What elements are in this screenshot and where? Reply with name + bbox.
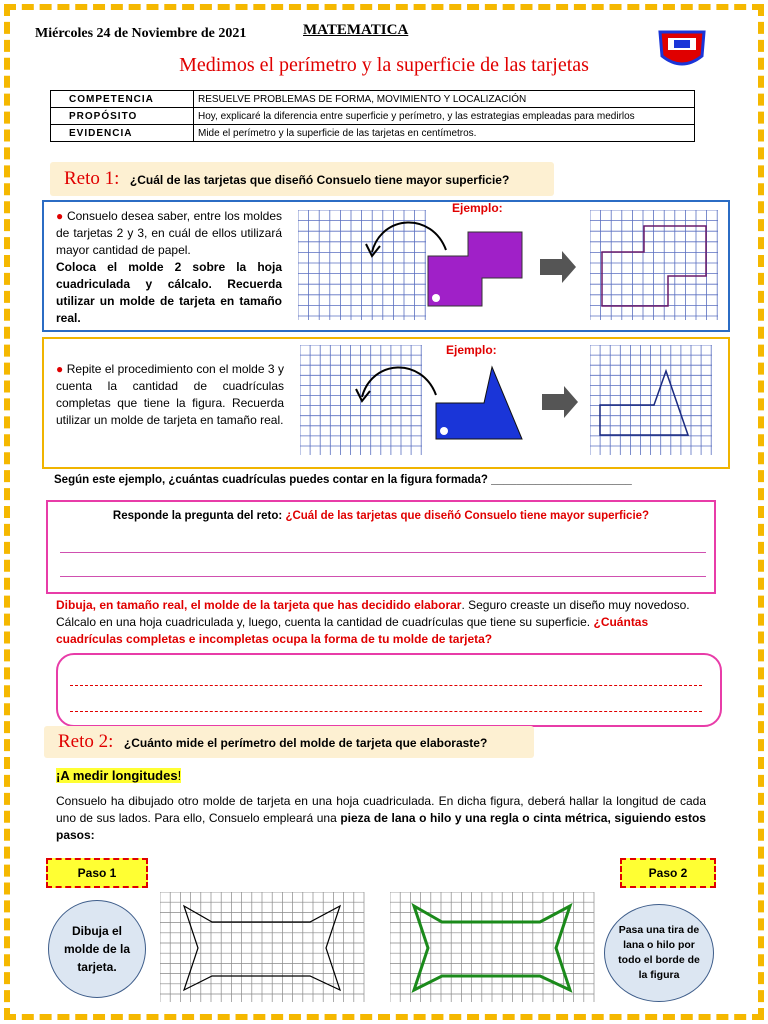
response-box[interactable]	[46, 500, 716, 594]
answer-line	[60, 576, 706, 577]
answer-line	[70, 685, 702, 686]
right-arrow-icon	[538, 250, 578, 284]
reto1-banner	[50, 162, 554, 196]
table-row	[51, 108, 695, 125]
reto2-bold-text: pieza de lana o hilo y una regla o cinta métrica, siguiendo estos pasos:	[56, 811, 706, 842]
box1-paragraph: Consuelo desea saber, entre los moldes de tarjetas 2 y 3, en cuál de ellos utilizará mayor cantidad de papel.	[56, 209, 282, 257]
row-value: Hoy, explicaré la diferencia entre superficie y perímetro, y las estrategias empleadas para medirlos	[194, 108, 695, 125]
row-key: PROPÓSITO	[51, 108, 194, 125]
draw-red-text: Dibuja, en tamaño real, el molde de la tarjeta que has decidido elaborar	[56, 598, 462, 612]
step-2-bubble	[604, 904, 714, 1002]
box2-paragraph: Repite el procedimiento con el molde 3 y cuenta la cantidad de cuadrículas completas que tiene la figura. Recuerda utilizar un molde de tarjeta en tamaño real.	[56, 362, 284, 427]
row-value: RESUELVE PROBLEMAS DE FORMA, MOVIMIENTO Y LOCALIZACIÓN	[194, 91, 695, 108]
table-row	[51, 91, 695, 108]
grid-sheet-2	[590, 210, 720, 322]
step-2-label: Paso 2	[620, 858, 716, 888]
blue-card-shape	[434, 365, 526, 445]
row-key: COMPETENCIA	[51, 91, 194, 108]
box1-text: ● Consuelo desea saber, entre los moldes de tarjetas 2 y 3, en cuál de ellos utilizará mayor cantidad de papel. Coloca el molde 2 sobre la hoja cuadriculada y cálcalo. Recuerda utilizar un molde de tarjeta en tamaño real.	[56, 209, 282, 325]
response-prompt	[48, 510, 714, 522]
row-key: EVIDENCIA	[51, 125, 194, 142]
grid-sheet-4	[590, 345, 714, 457]
reto1-label: Reto 1:	[64, 168, 120, 189]
right-arrow-icon	[540, 385, 580, 419]
example-label-2: Ejemplo:	[446, 343, 497, 357]
reto2-text: Consuelo ha dibujado otro molde de tarjeta en una hoja cuadriculada. En dicha figura, deberá hallar la longitud de cada uno de sus lados. Para ello, Consuelo empleará una	[56, 794, 706, 825]
date-text: Miércoles 24 de Noviembre de 2021	[35, 26, 247, 41]
answer-line	[60, 552, 706, 553]
curved-arrow-icon	[352, 357, 442, 405]
info-table	[50, 90, 695, 142]
measure-heading-end: !	[177, 768, 182, 783]
example-label-1: Ejemplo:	[452, 201, 503, 215]
measure-heading	[56, 768, 181, 783]
purple-card-shape	[426, 230, 526, 310]
measure-heading-text: ¡A medir longitudes	[56, 768, 178, 783]
reto2-label: Reto 2:	[58, 731, 114, 752]
answer-line	[70, 711, 702, 712]
page-title: Medimos el perímetro y la superficie de las tarjetas	[179, 54, 589, 76]
count-question: Según este ejemplo, ¿cuántas cuadrículas puedes contar en la figura formada? ______________________	[54, 474, 632, 486]
example-box-1	[42, 200, 730, 332]
step-2-text: Pasa una tira de lana o hilo por todo el borde de la figura	[618, 924, 700, 981]
reto2-question: ¿Cuánto mide el perímetro del molde de tarjeta que elaboraste?	[123, 736, 488, 750]
box2-text: ● Repite el procedimiento con el molde 3 y cuenta la cantidad de cuadrículas completas que tiene la figura. Recuerda utilizar un molde de tarjeta en tamaño real.	[56, 362, 284, 427]
response-question: ¿Cuál de las tarjetas que diseñó Consuelo tiene mayor superficie?	[285, 510, 650, 522]
box1-bold-instruction: Coloca el molde 2 sobre la hoja cuadriculada y cálcalo. Recuerda utilizar un molde de tarjeta en tamaño real.	[56, 260, 282, 325]
reto2-banner	[44, 726, 534, 758]
row-value: Mide el perímetro y la superficie de las tarjetas en centímetros.	[194, 125, 695, 142]
reto2-paragraph	[56, 793, 706, 844]
step-1-label: Paso 1	[46, 858, 148, 888]
draw-question: ¿Cuántas cuadrículas completas e incompletas ocupa la forma de tu molde de tarjeta?	[56, 615, 649, 646]
step-1-bubble	[48, 900, 146, 998]
response-prefix: Responde la pregunta del reto:	[112, 510, 283, 522]
draw-instruction	[56, 597, 712, 648]
grid-sheet-6	[390, 892, 596, 1004]
draw-answer-box[interactable]	[56, 653, 722, 727]
example-box-2	[42, 337, 730, 469]
subject-title: MATEMATICA	[303, 22, 409, 38]
step-1-text: Dibuja el molde de la tarjeta.	[63, 924, 131, 974]
table-row	[51, 125, 695, 142]
draw-text: . Seguro creaste un diseño muy novedoso. Cálcalo en una hoja cuadriculada y, luego, cuenta la cantidad de cuadrículas que tiene su superficie.	[56, 598, 690, 629]
grid-sheet-5	[160, 892, 366, 1004]
reto1-question: ¿Cuál de las tarjetas que diseñó Consuelo tiene mayor superficie?	[129, 173, 510, 187]
